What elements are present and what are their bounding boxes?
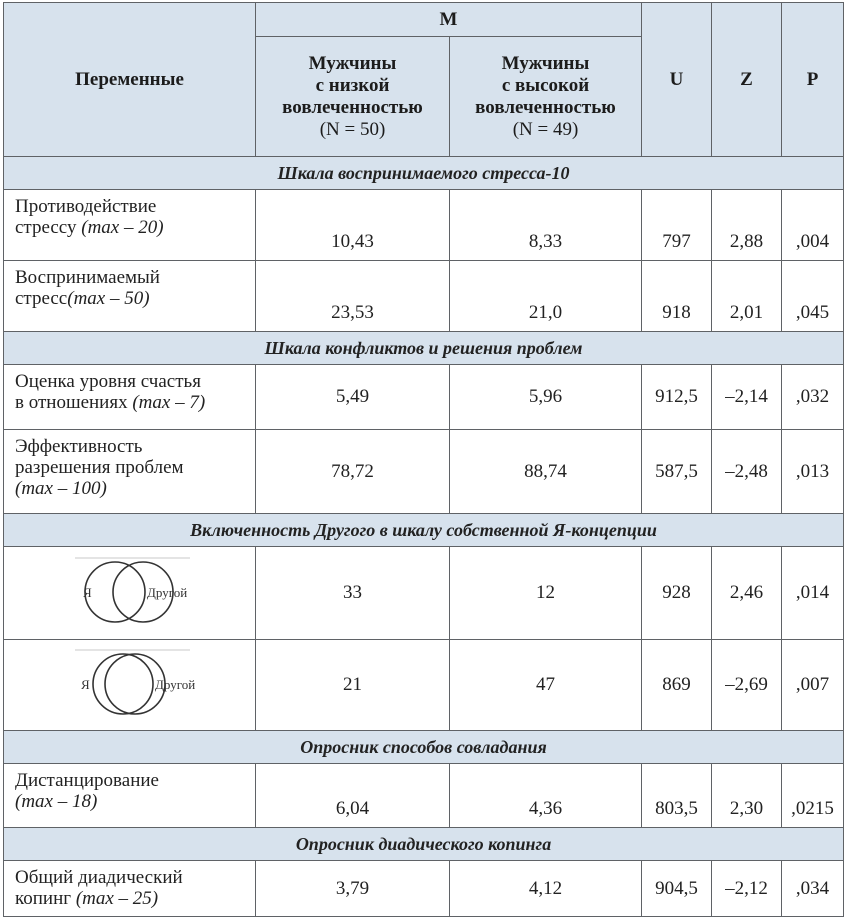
- cell-p: ,032: [782, 365, 844, 430]
- cell-p: ,013: [782, 430, 844, 514]
- row-label: Общий диадический копинг (max – 25): [4, 861, 256, 917]
- svg-text:Я: Я: [82, 585, 92, 600]
- cell-m-low: 33: [256, 547, 450, 640]
- svg-text:Другой: Другой: [154, 677, 195, 692]
- section-inclusion-scale: Включенность Другого в шкалу собственной Я-концепции: [4, 514, 844, 547]
- table-row: [4, 190, 844, 261]
- cell-u: 869: [642, 640, 712, 731]
- cell-z: –2,69: [712, 640, 782, 731]
- overlap-circles-icon: [55, 647, 205, 717]
- table-row: [4, 640, 844, 731]
- cell-m-low: 23,53: [256, 261, 450, 332]
- ios-figure-high-overlap: [4, 640, 256, 731]
- row-label: Противодействие стрессу (max – 20): [4, 190, 256, 261]
- section-coping-questionnaire: Опросник способов совладания: [4, 731, 844, 764]
- cell-m-low: 6,04: [256, 764, 450, 828]
- header-z: Z: [712, 3, 782, 157]
- header-u: U: [642, 3, 712, 157]
- cell-u: 803,5: [642, 764, 712, 828]
- header-group-low-l2: с низкой: [315, 74, 390, 96]
- cell-u: 928: [642, 547, 712, 640]
- cell-p: ,014: [782, 547, 844, 640]
- section-dyadic-coping: Опросник диадического копинга: [4, 828, 844, 861]
- header-group-low-l3: вовлеченностью: [282, 96, 423, 118]
- cell-z: 2,30: [712, 764, 782, 828]
- cell-m-high: 21,0: [450, 261, 642, 332]
- cell-z: 2,88: [712, 190, 782, 261]
- cell-m-high: 5,96: [450, 365, 642, 430]
- cell-m-high: 88,74: [450, 430, 642, 514]
- cell-z: –2,48: [712, 430, 782, 514]
- cell-m-low: 21: [256, 640, 450, 731]
- cell-m-low: 5,49: [256, 365, 450, 430]
- table-row: [4, 861, 844, 917]
- cell-m-low: 3,79: [256, 861, 450, 917]
- table-row: [4, 430, 844, 514]
- svg-text:Другой: Другой: [146, 585, 187, 600]
- svg-text:Я: Я: [80, 677, 90, 692]
- cell-u: 912,5: [642, 365, 712, 430]
- cell-m-high: 4,12: [450, 861, 642, 917]
- cell-p: ,034: [782, 861, 844, 917]
- table-row: [4, 764, 844, 828]
- cell-u: 904,5: [642, 861, 712, 917]
- header-group-high: [450, 37, 642, 157]
- section-stress-scale: Шкала воспринимаемого стресса-10: [4, 157, 844, 190]
- header-group-high-l2: с высокой: [501, 74, 590, 96]
- cell-u: 797: [642, 190, 712, 261]
- header-p: P: [782, 3, 844, 157]
- table-row: [4, 261, 844, 332]
- header-group-high-l3: вовлеченностью: [475, 96, 616, 118]
- cell-z: 2,01: [712, 261, 782, 332]
- cell-m-low: 10,43: [256, 190, 450, 261]
- cell-m-high: 8,33: [450, 190, 642, 261]
- cell-z: 2,46: [712, 547, 782, 640]
- header-m: M: [256, 3, 642, 37]
- cell-p: ,004: [782, 190, 844, 261]
- cell-m-low: 78,72: [256, 430, 450, 514]
- cell-u: 587,5: [642, 430, 712, 514]
- row-label: Воспринимаемый стресс(max – 50): [4, 261, 256, 332]
- overlap-circles-icon: [55, 555, 205, 625]
- header-group-high-l1: Мужчины: [501, 52, 590, 74]
- cell-z: –2,12: [712, 861, 782, 917]
- cell-m-high: 47: [450, 640, 642, 731]
- row-label: Оценка уровня счастья в отношениях (max – 7): [4, 365, 256, 430]
- results-table: [3, 2, 844, 917]
- cell-m-high: 4,36: [450, 764, 642, 828]
- table-row: [4, 365, 844, 430]
- cell-p: ,007: [782, 640, 844, 731]
- section-conflict-scale: Шкала конфликтов и решения проблем: [4, 332, 844, 365]
- header-variables: Переменные: [4, 3, 256, 157]
- cell-z: –2,14: [712, 365, 782, 430]
- header-group-low: [256, 37, 450, 157]
- header-group-low-n: (N = 50): [319, 118, 386, 140]
- cell-p: ,045: [782, 261, 844, 332]
- ios-figure-low-overlap: [4, 547, 256, 640]
- header-group-low-l1: Мужчины: [308, 52, 397, 74]
- header-group-high-n: (N = 49): [512, 118, 579, 140]
- row-label: Дистанцирование (max – 18): [4, 764, 256, 828]
- cell-p: ,0215: [782, 764, 844, 828]
- table-row: [4, 547, 844, 640]
- cell-m-high: 12: [450, 547, 642, 640]
- cell-u: 918: [642, 261, 712, 332]
- row-label: Эффективность разрешения проблем (max – 100): [4, 430, 256, 514]
